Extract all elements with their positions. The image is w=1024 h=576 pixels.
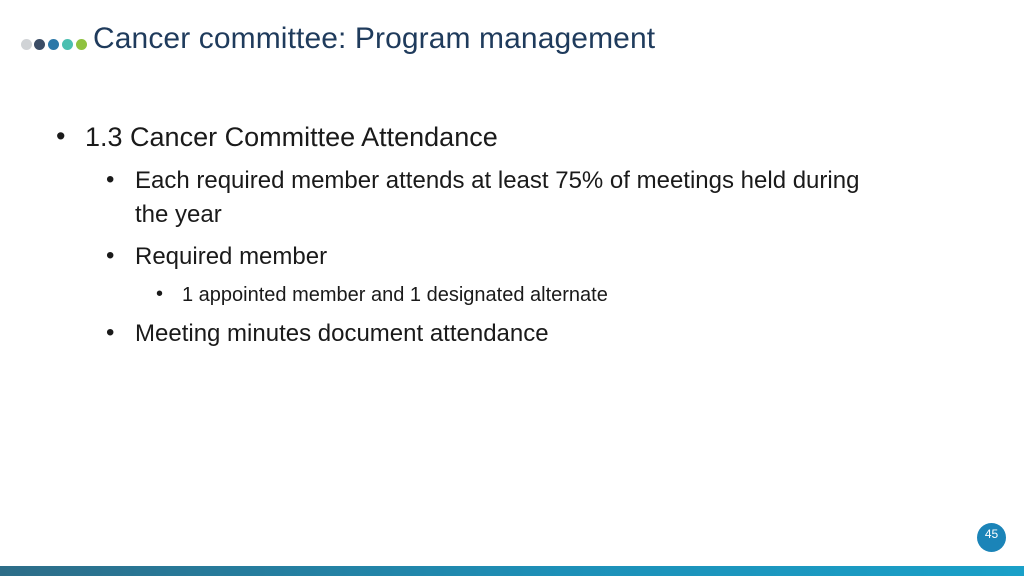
slide-title: Cancer committee: Program management — [93, 22, 656, 55]
bullet-mark: • — [106, 166, 115, 193]
heading-text: 1.3 Cancer Committee Attendance — [85, 122, 498, 152]
page-number-badge: 45 — [977, 523, 1006, 552]
subitem-appointed-text: 1 appointed member and 1 designated alternate — [182, 284, 608, 306]
item-required-text: Required member — [135, 243, 328, 270]
bullet-mark: • — [156, 283, 164, 305]
item-attendance-line2: the year — [135, 201, 222, 228]
bullet-mark: • — [56, 121, 66, 151]
item-minutes-text: Meeting minutes document attendance — [135, 320, 549, 347]
bullet-mark: • — [106, 319, 115, 346]
item-attendance-line1: Each required member attends at least 75% of meetings held during — [135, 167, 860, 194]
footer-bar — [0, 566, 1024, 576]
bullet-mark: • — [106, 242, 115, 269]
